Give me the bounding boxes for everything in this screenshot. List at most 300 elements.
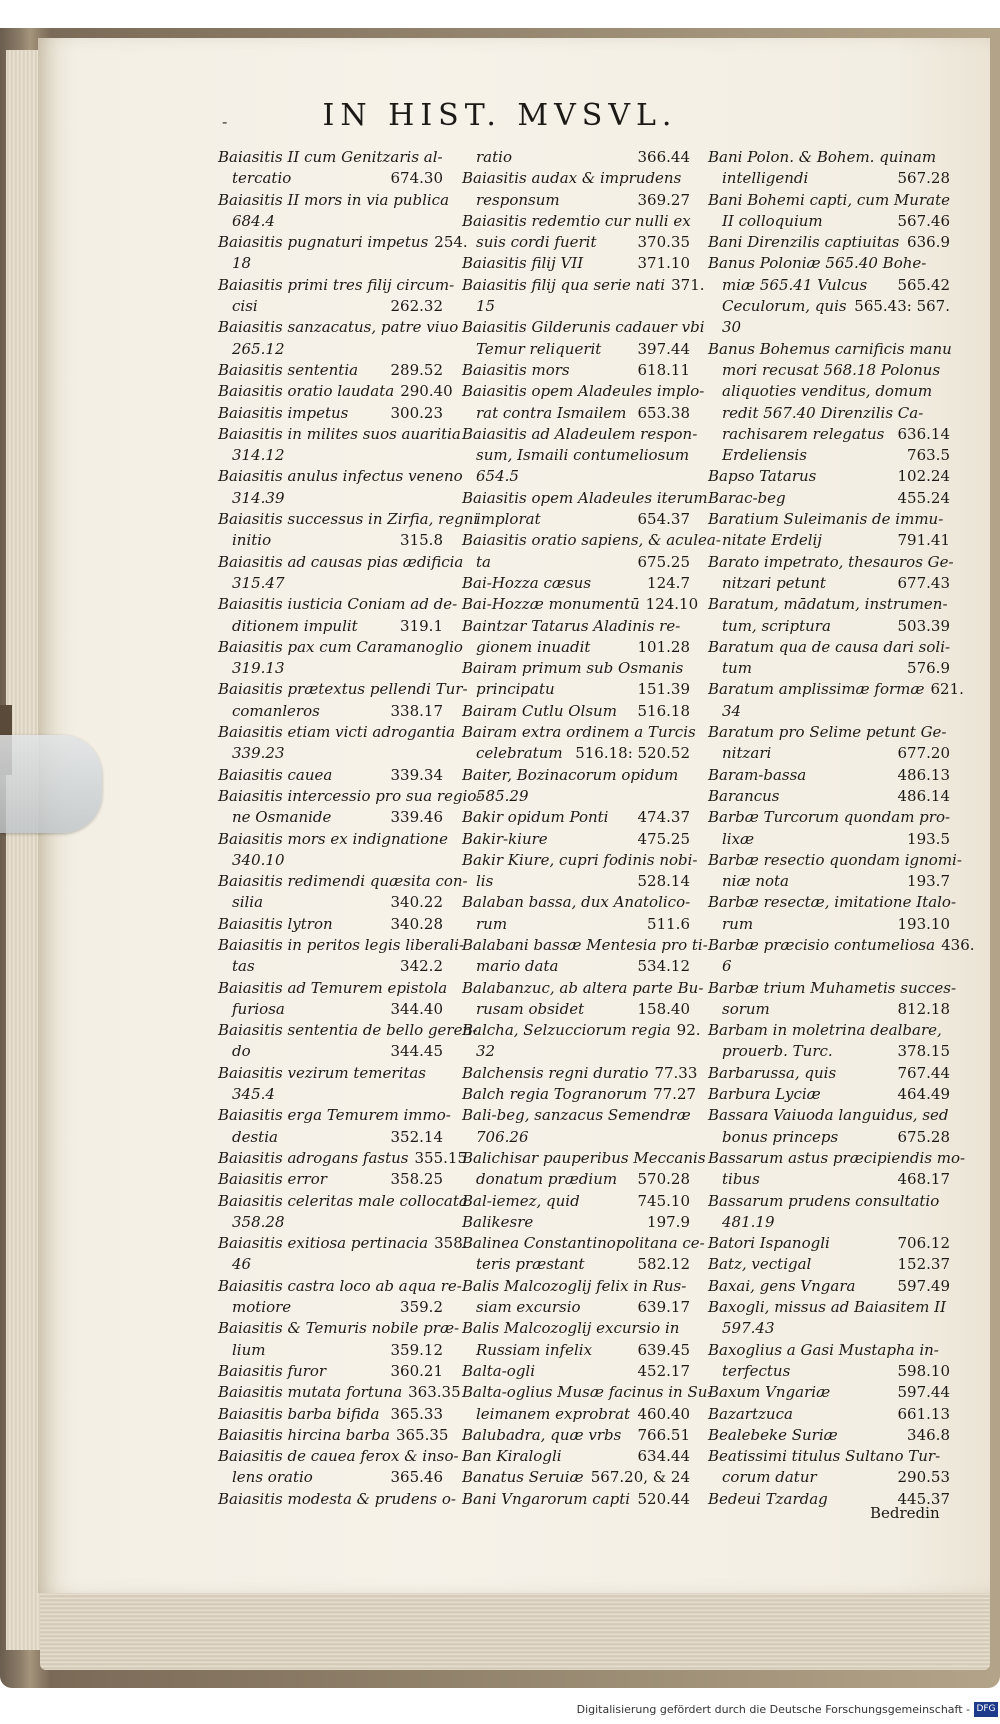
index-entry [708, 1191, 950, 1212]
index-entry [218, 829, 448, 850]
entry-page-ref [697, 424, 703, 445]
entry-page-ref: 460.40 [637, 1404, 690, 1423]
entry-term: Balch regia Togranorum [462, 1085, 648, 1104]
catchword: Bedredin [870, 1504, 940, 1522]
entry-page-ref: 358. [434, 1234, 468, 1253]
entry-page-ref [437, 658, 443, 679]
entry-page-ref [944, 1446, 950, 1467]
index-entry [218, 1063, 443, 1084]
index-entry [218, 445, 443, 466]
entry-term: Baxoglius a Gasi Mustapha in- [708, 1340, 939, 1359]
index-entry [708, 509, 950, 530]
entry-term: cisi [232, 297, 258, 316]
entry-term: Baiasitis cauea [218, 765, 333, 784]
entry-term: 481.19 [722, 1212, 775, 1231]
entry-page-ref: 352.14 [390, 1127, 443, 1146]
index-entry [462, 253, 690, 274]
index-entry [218, 1169, 443, 1190]
entry-page-ref: 193.7 [907, 872, 950, 891]
entry-term: Bani Polon. & Bohem. quinam [708, 148, 937, 166]
entry-page-ref: 365.46 [390, 1468, 443, 1487]
entry-page-ref: 262.32 [390, 297, 443, 316]
index-entry [218, 317, 459, 338]
index-entry [462, 1361, 690, 1382]
entry-term: Baiasitis pugnaturi impetus [218, 233, 429, 252]
entry-page-ref [448, 829, 454, 850]
entry-term: Russiam infelix [476, 1340, 593, 1359]
index-entry [218, 1212, 443, 1233]
entry-term: Baram-bassa [708, 765, 807, 784]
index-entry [462, 168, 690, 189]
entry-page-ref: 436. [941, 935, 975, 954]
entry-page-ref: 639.45 [637, 1340, 690, 1359]
entry-page-ref: 634.44 [637, 1447, 690, 1466]
entry-term: nitzari [722, 744, 772, 763]
index-entry [462, 743, 690, 764]
index-entry [218, 1297, 443, 1318]
entry-term: Banus Bohemus carnificis manu [708, 339, 952, 358]
index-entry [218, 1084, 443, 1105]
entry-page-ref [944, 253, 950, 274]
index-entry [462, 786, 690, 807]
index-entry [218, 701, 443, 722]
entry-page-ref [944, 317, 950, 338]
entry-term: 314.39 [232, 488, 285, 507]
entry-page-ref [684, 1127, 690, 1148]
entry-page-ref: 319.1 [400, 616, 443, 635]
entry-term: Barancus [708, 786, 780, 805]
index-entry [218, 147, 443, 168]
entry-term: Batori Ispanogli [708, 1234, 830, 1253]
entry-term: Barbura Lyciæ [708, 1085, 821, 1104]
entry-page-ref [950, 190, 956, 211]
index-entry [462, 871, 690, 892]
entry-term: implorat [476, 510, 541, 529]
entry-term: Baiasitis vezirum temeritas [218, 1063, 427, 1082]
index-entry [462, 1467, 690, 1488]
entry-term: Baiasitis filij qua serie nati [462, 275, 666, 294]
entry-page-ref: 511.6 [647, 914, 690, 933]
index-entry [462, 658, 690, 679]
index-entry [708, 296, 950, 317]
entry-term: Baiter, Bozinacorum opidum [462, 765, 679, 784]
entry-page-ref: 289.52 [390, 360, 443, 379]
entry-page-ref: 339.46 [390, 808, 443, 827]
index-entry [462, 935, 708, 956]
index-entry [462, 978, 704, 999]
entry-page-ref: 340.28 [390, 914, 443, 933]
index-entry [708, 360, 950, 381]
index-entry [462, 1340, 690, 1361]
index-entry [218, 786, 482, 807]
entry-term: nitzari petunt [722, 573, 826, 592]
entry-page-ref: 677.43 [897, 573, 950, 592]
index-entry [218, 1041, 443, 1062]
entry-term: 706.26 [476, 1127, 529, 1146]
entry-page-ref: 570.28 [637, 1170, 690, 1189]
index-entry [218, 573, 443, 594]
entry-term: 265.12 [232, 339, 285, 358]
index-entry [708, 786, 950, 807]
index-entry [708, 850, 962, 871]
entry-term: tum, scriptura [722, 616, 831, 635]
entry-term: Baiasitis exitiosa pertinacia [218, 1234, 429, 1253]
entry-term: Bali-beg, sanzacus Semendræ [462, 1106, 691, 1125]
index-entry [218, 914, 443, 935]
index-entry [708, 1425, 950, 1446]
entry-term: 30 [722, 318, 742, 337]
index-entry [218, 1489, 456, 1510]
entry-term: tas [232, 957, 255, 976]
entry-page-ref [944, 1340, 950, 1361]
index-entry [462, 339, 690, 360]
entry-term: rusam obsidet [476, 999, 585, 1018]
index-entry [218, 850, 443, 871]
index-entry [462, 190, 690, 211]
index-entry [708, 381, 950, 402]
index-entry [708, 914, 950, 935]
entry-term: Bani Direnzilis captiuitas [708, 233, 900, 252]
index-entry [462, 1127, 690, 1148]
entry-term: 15 [476, 297, 496, 316]
index-entry [708, 616, 950, 637]
index-entry [218, 722, 456, 743]
index-entry [462, 275, 705, 296]
index-entry [708, 999, 950, 1020]
entry-term: II colloquium [722, 211, 823, 230]
entry-term: Bani Vngarorum capti [462, 1489, 631, 1508]
entry-term: sum, Ismaili contumeliosum [476, 446, 690, 465]
index-entry [218, 1191, 468, 1212]
entry-page-ref [944, 360, 950, 381]
index-entry [708, 147, 950, 168]
entry-page-ref: 101.28 [637, 637, 690, 656]
entry-term: Baiasitis anulus infectus veneno [218, 467, 463, 486]
entry-page-ref: 92. [676, 1021, 701, 1040]
entry-term: Baiasitis modesta & prudens o- [218, 1489, 456, 1508]
index-entry [462, 1446, 690, 1467]
entry-page-ref [949, 1105, 955, 1126]
entry-page-ref: 636.14 [897, 424, 950, 443]
entry-page-ref [948, 594, 954, 615]
index-entry [218, 1127, 443, 1148]
entry-term: Balta-ogli [462, 1361, 536, 1380]
entry-term: lium [232, 1340, 266, 1359]
entry-term: redit 567.40 Direnzilis Ca- [722, 403, 924, 422]
entry-term: celebratum [476, 744, 563, 763]
index-entry [218, 509, 479, 530]
entry-term: Baiasitis ad causas pias ædificia [218, 552, 464, 571]
entry-term: Baxai, gens Vngara [708, 1276, 856, 1295]
entry-term: rum [476, 914, 508, 933]
entry-page-ref: 576.9 [907, 659, 950, 678]
footer-bar [0, 1700, 1000, 1724]
entry-page-ref [965, 1148, 971, 1169]
index-entry [708, 1233, 950, 1254]
index-entry [462, 466, 690, 487]
entry-page-ref: 674.30 [390, 169, 443, 188]
index-entry [218, 275, 455, 296]
entry-page-ref [944, 403, 950, 424]
index-entry [708, 1340, 950, 1361]
entry-page-ref: 365.35 [395, 1425, 449, 1444]
entry-term: Baiasitis II mors in via publica [218, 190, 450, 209]
index-entry [218, 1404, 443, 1425]
entry-term: Baiasitis pax cum Caramanoglio [218, 637, 463, 656]
entry-page-ref: 791.41 [897, 531, 950, 550]
entry-page-ref [449, 190, 455, 211]
index-entry [462, 1191, 690, 1212]
entry-page-ref [437, 253, 443, 274]
entry-term: Balis Malcozoglij excursio in [462, 1319, 680, 1338]
entry-term: 585.29 [476, 786, 529, 805]
index-entry [462, 509, 690, 530]
index-entry [462, 1169, 690, 1190]
index-entry [218, 594, 458, 615]
index-entry [218, 765, 443, 786]
entry-term: ne Osmanide [232, 808, 332, 827]
index-entry [708, 488, 950, 509]
entry-page-ref: 124.7 [647, 573, 690, 592]
entry-term: Baiasitis opem Aladeules iterum [462, 488, 708, 507]
entry-term: Baiasitis in milites suos auaritia [218, 424, 461, 443]
index-entry [708, 1020, 950, 1041]
entry-page-ref [684, 168, 690, 189]
entry-page-ref: 763.5 [907, 446, 950, 465]
entry-term: gionem inuadit [476, 637, 591, 656]
entry-term: Balabanzuc, ab altera parte Bu- [462, 978, 704, 997]
entry-page-ref: 636.9 [907, 233, 950, 252]
entry-page-ref [944, 1020, 950, 1041]
entry-page-ref: 365.33 [390, 1404, 443, 1423]
entry-term: donatum prædium [476, 1170, 618, 1189]
entry-term: principatu [476, 680, 555, 699]
entry-term: ta [476, 552, 491, 571]
entry-page-ref: 503.39 [897, 616, 950, 635]
index-entry [708, 424, 950, 445]
entry-page-ref: 766.51 [637, 1425, 690, 1444]
index-entry [708, 1297, 950, 1318]
entry-page-ref: 486.14 [897, 786, 950, 805]
entry-term: Banus Poloniæ 565.40 Bohe- [708, 254, 927, 273]
index-entry [218, 1254, 443, 1275]
entry-page-ref [690, 892, 696, 913]
index-entry [218, 1340, 443, 1361]
index-entry [708, 1084, 950, 1105]
index-entry [708, 594, 950, 615]
index-entry [218, 978, 448, 999]
entry-page-ref: 653.38 [637, 403, 690, 422]
entry-term: 315.47 [232, 573, 285, 592]
entry-page-ref [950, 807, 956, 828]
entry-page-ref: 124.10 [645, 595, 699, 614]
entry-term: sorum [722, 999, 770, 1018]
entry-term: Baiasitis castra loco ab aqua re- [218, 1276, 462, 1295]
entry-page-ref: 397.44 [637, 339, 690, 358]
entry-term: Barbam in moletrina dealbare, [708, 1021, 942, 1040]
entry-page-ref [944, 1212, 950, 1233]
entry-term: do [232, 1042, 251, 1061]
index-entry [218, 1382, 461, 1403]
index-entry [462, 1105, 690, 1126]
entry-term: niæ nota [722, 872, 789, 891]
entry-page-ref [437, 1212, 443, 1233]
index-entry [218, 232, 468, 253]
index-entry [462, 317, 705, 338]
index-entry [708, 722, 950, 743]
index-entry [462, 1020, 701, 1041]
index-entry [462, 211, 690, 232]
index-entry [708, 1254, 950, 1275]
entry-page-ref: 475.25 [637, 829, 690, 848]
index-entry [462, 1318, 690, 1339]
entry-term: Baxogli, missus ad Baiasitem II [708, 1298, 946, 1317]
entry-page-ref: 486.13 [897, 765, 950, 784]
entry-page-ref: 193.5 [907, 829, 950, 848]
entry-page-ref [684, 658, 690, 679]
page-edges-bottom [40, 1590, 990, 1670]
index-entry [708, 1212, 950, 1233]
entry-page-ref: 152.37 [897, 1255, 950, 1274]
entry-page-ref: 340.22 [390, 893, 443, 912]
index-entry [462, 829, 690, 850]
entry-term: Baiasitis redemtio cur nulli ex [462, 211, 691, 230]
entry-page-ref: 675.25 [637, 552, 690, 571]
index-entry [708, 1446, 950, 1467]
index-entry [218, 679, 468, 700]
entry-term: 18 [232, 254, 252, 273]
entry-page-ref: 290.40 [400, 382, 453, 401]
entry-term: Bakir opidum Ponti [462, 808, 609, 827]
index-entry [708, 679, 964, 700]
index-entry [462, 488, 708, 509]
entry-page-ref: 455.24 [897, 488, 950, 507]
entry-page-ref: 290.53 [897, 1468, 950, 1487]
entry-term: aliquoties venditus, domum [722, 382, 933, 401]
index-entry [218, 935, 465, 956]
entry-term: bonus princeps [722, 1127, 839, 1146]
entry-page-ref [437, 1254, 443, 1275]
entry-term: Erdeliensis [722, 446, 807, 465]
entry-term: Barbæ resectæ, imitatione Italo- [708, 893, 957, 912]
index-entry [218, 1446, 459, 1467]
entry-term: Bai-Hozzæ monumentū [462, 595, 640, 614]
entry-page-ref [437, 850, 443, 871]
entry-term: 654.5 [476, 467, 519, 486]
entry-term: Baiasitis de cauea ferox & inso- [218, 1447, 459, 1466]
index-entry [218, 956, 443, 977]
entry-page-ref [950, 637, 956, 658]
entry-page-ref: 639.17 [637, 1298, 690, 1317]
entry-page-ref: 300.23 [390, 403, 443, 422]
entry-page-ref [447, 978, 453, 999]
entry-term: Barbæ trium Muhametis succes- [708, 978, 957, 997]
entry-page-ref [944, 509, 950, 530]
index-entry [462, 1489, 690, 1510]
index-entry [462, 850, 698, 871]
index-entry [218, 253, 443, 274]
entry-page-ref [696, 722, 702, 743]
entry-page-ref [944, 701, 950, 722]
index-entry [708, 829, 950, 850]
index-entry [708, 701, 950, 722]
entry-term: lis [476, 872, 494, 891]
page-clip-holder [0, 735, 102, 833]
entry-term: tercatio [232, 169, 292, 188]
entry-page-ref: 597.44 [897, 1383, 950, 1402]
entry-page-ref: 339.34 [390, 765, 443, 784]
index-entry [708, 1404, 950, 1425]
entry-term: 339.23 [232, 744, 285, 763]
entry-term: Baiasitis error [218, 1170, 327, 1189]
entry-term: Baiasitis in peritos legis liberali- [218, 935, 465, 954]
entry-page-ref: 102.24 [897, 467, 950, 486]
entry-term: Baiasitis iusticia Coniam ad de- [218, 595, 458, 614]
index-entry [462, 1404, 690, 1425]
entry-page-ref [437, 211, 443, 232]
index-entry [462, 1041, 690, 1062]
index-entry [708, 1148, 966, 1169]
entry-page-ref: 254. [434, 233, 468, 252]
entry-term: Baiasitis ad Temurem epistola [218, 978, 448, 997]
entry-term: Barato impetrato, thesauros Ge- [708, 552, 954, 571]
entry-term: Baiasitis lytron [218, 914, 333, 933]
entry-term: leimanem exprobrat [476, 1404, 631, 1423]
index-entry [462, 552, 690, 573]
entry-page-ref [684, 296, 690, 317]
entry-term: Bedeui Tzardag [708, 1489, 828, 1508]
entry-page-ref: 474.37 [637, 808, 690, 827]
entry-term: Barbæ resectio quondam ignomi- [708, 850, 962, 869]
entry-page-ref [944, 956, 950, 977]
entry-term: Bairam Cutlu Olsum [462, 701, 617, 720]
index-entry [708, 658, 950, 679]
digitization-credit: Digitalisierung gefördert durch die Deutsche Forschungsgemeinschaft - [576, 1703, 970, 1716]
entry-page-ref [944, 1318, 950, 1339]
index-entry [218, 1318, 460, 1339]
index-entry [218, 1425, 449, 1446]
entry-page-ref [454, 275, 460, 296]
entry-page-ref: 158.40 [637, 999, 690, 1018]
entry-page-ref: 344.45 [390, 1042, 443, 1061]
index-entry [218, 1361, 443, 1382]
entry-page-ref: 360.21 [390, 1361, 443, 1380]
dfg-logo-icon: DFG [974, 1702, 998, 1717]
index-entry [708, 765, 950, 786]
entry-page-ref: 355.15 [414, 1148, 467, 1167]
index-entry [462, 381, 705, 402]
entry-term: Ceculorum, quis [722, 297, 847, 316]
index-entry [218, 743, 443, 764]
entry-term: Baiasitis successus in Zirfia, regni [218, 510, 479, 529]
entry-page-ref [689, 445, 695, 466]
entry-term: Baratum amplissimæ formæ [708, 680, 925, 699]
index-entry [708, 1361, 950, 1382]
entry-page-ref [684, 786, 690, 807]
entry-page-ref: 520.44 [637, 1489, 690, 1508]
entry-page-ref: 338.17 [390, 701, 443, 720]
entry-term: Bani Bohemi capti, cum Murate [708, 190, 950, 209]
entry-term: Baxum Vngariæ [708, 1383, 831, 1402]
index-entry [708, 978, 957, 999]
entry-term: intelligendi [722, 169, 809, 188]
index-entry [218, 360, 443, 381]
entry-page-ref [956, 892, 962, 913]
entry-term: Baiasitis filij VII [462, 254, 584, 273]
entry-term: motiore [232, 1298, 292, 1317]
entry-term: ditionem impulit [232, 616, 358, 635]
entry-page-ref: 77.27 [653, 1085, 697, 1104]
